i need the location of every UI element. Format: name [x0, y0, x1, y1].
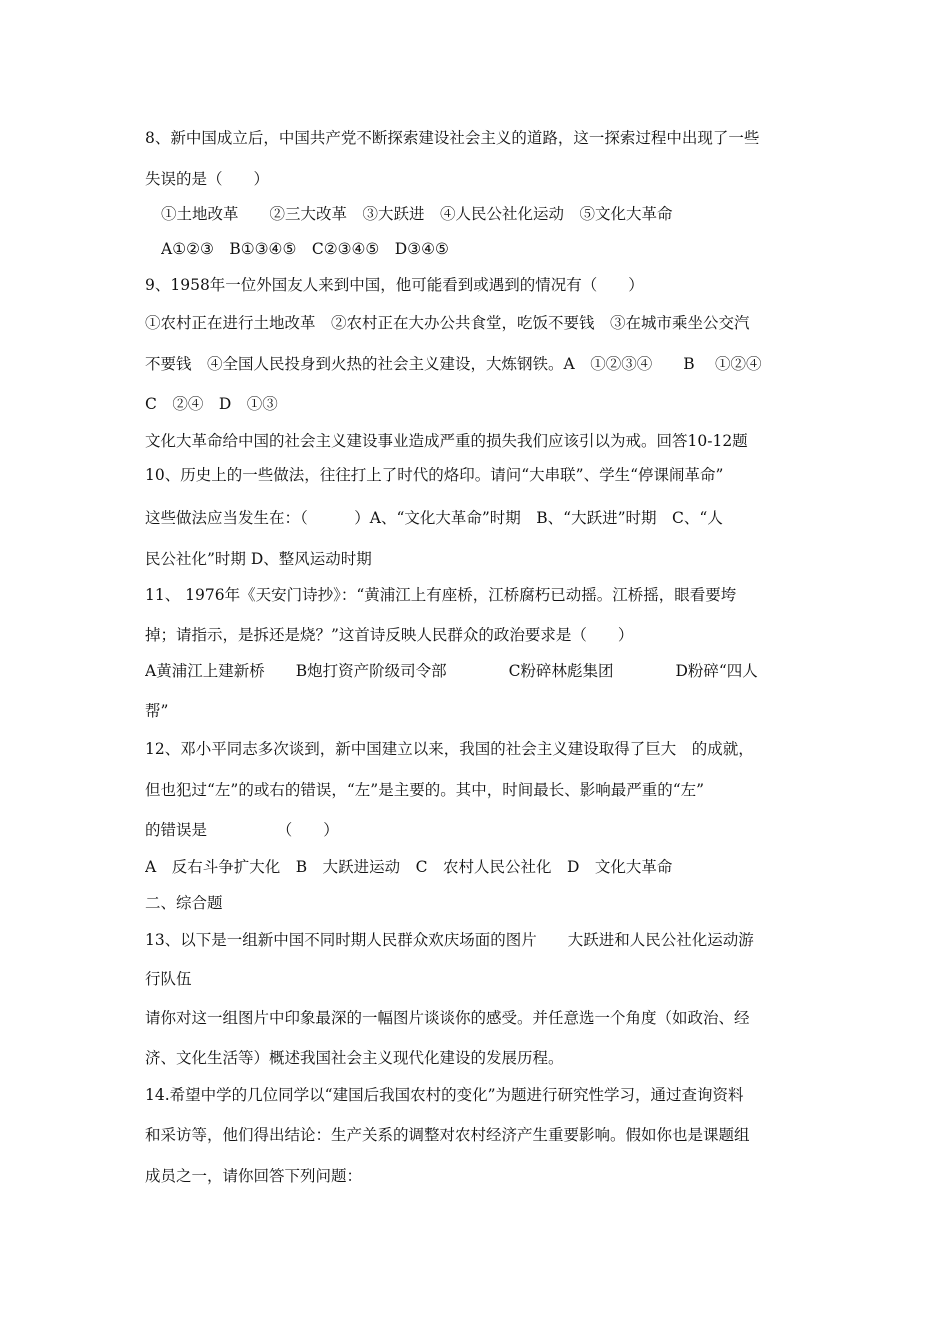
q12-stem-line-2: 但也犯过“左”的或右的错误，“左”是主要的。其中，时间最长、影响最严重的“左” [145, 781, 705, 799]
q13-stem-line-2: 行队伍 [145, 970, 192, 988]
q10-stem-line-2: 这些做法应当发生在：（ ）A、“文化大革命”时期 B、“大跃进”时期 C、“人 [145, 509, 723, 527]
q8-stem-line-1: 8、新中国成立后，中国共产党不断探索建设社会主义的道路，这一探索过程中出现了一些 [145, 129, 760, 147]
q9-items-line-1: ①农村正在进行土地改革 ②农村正在大办公共食堂，吃饭不要钱 ③在城市乘坐公交汽 [145, 314, 750, 332]
q11-options-line-2: 帮” [145, 702, 169, 720]
q11-stem-line-1: 11、 1976年《天安门诗抄》：“黄浦江上有座桥，江桥腐朽已动摇。江桥摇，眼看要垮 [145, 586, 737, 604]
q8-items: ①土地改革 ②三大改革 ③大跃进 ④人民公社化运动 ⑤文化大革命 [161, 205, 673, 223]
q10-stem-line-3: 民公社化”时期 D、整风运动时期 [145, 550, 372, 568]
q12-stem-line-1: 12、邓小平同志多次谈到，新中国建立以来，我国的社会主义建设取得了巨大 的成就， [145, 740, 754, 758]
q12-stem-line-3: 的错误是 （ ） [145, 821, 339, 839]
q12-options: A 反右斗争扩大化 B 大跃进运动 C 农村人民公社化 D 文化大革命 [145, 858, 673, 876]
q14-stem-line-1: 14.希望中学的几位同学以“建国后我国农村的变化”为题进行研究性学习，通过查询资料 [145, 1086, 744, 1104]
q13-stem-line-1: 13、以下是一组新中国不同时期人民群众欢庆场面的图片 大跃进和人民公社化运动游 [145, 931, 754, 949]
q11-options-line-1: A黄浦江上建新桥 B炮打资产阶级司令部 C粉碎林彪集团 D粉碎“四人 [145, 662, 758, 680]
q9-options: C ②④ D ①③ [145, 395, 278, 413]
q13-prompt-line-1: 请你对这一组图片中印象最深的一幅图片谈谈你的感受。并任意选一个角度（如政治、经 [145, 1009, 750, 1027]
q10-stem-line-1: 10、历史上的一些做法，往往打上了时代的烙印。请问“大串联”、学生“停课闹革命” [145, 466, 724, 484]
q9-stem: 9、1958年一位外国友人来到中国，他可能看到或遇到的情况有（ ） [145, 276, 644, 294]
q8-options: A①②③ B①③④⑤ C②③④⑤ D③④⑤ [161, 240, 449, 258]
q9-items-line-2: 不要钱 ④全国人民投身到火热的社会主义建设，大炼钢铁。A ①②③④ B ①②④ [145, 355, 762, 373]
q11-stem-line-2: 掉；请指示，是拆还是烧？”这首诗反映人民群众的政治要求是（ ） [145, 626, 634, 644]
q14-stem-line-2: 和采访等，他们得出结论：生产关系的调整对农村经济产生重要影响。假如你也是课题组 [145, 1126, 750, 1144]
section-intro: 文化大革命给中国的社会主义建设事业造成严重的损失我们应该引以为戒。回答10-12题 [145, 432, 748, 450]
q14-stem-line-3: 成员之一，请你回答下列问题： [145, 1167, 363, 1185]
section-heading: 二、综合题 [145, 894, 223, 912]
q8-stem-line-2: 失误的是（ ） [145, 170, 270, 188]
q13-prompt-line-2: 济、文化生活等）概述我国社会主义现代化建设的发展历程。 [145, 1049, 564, 1067]
